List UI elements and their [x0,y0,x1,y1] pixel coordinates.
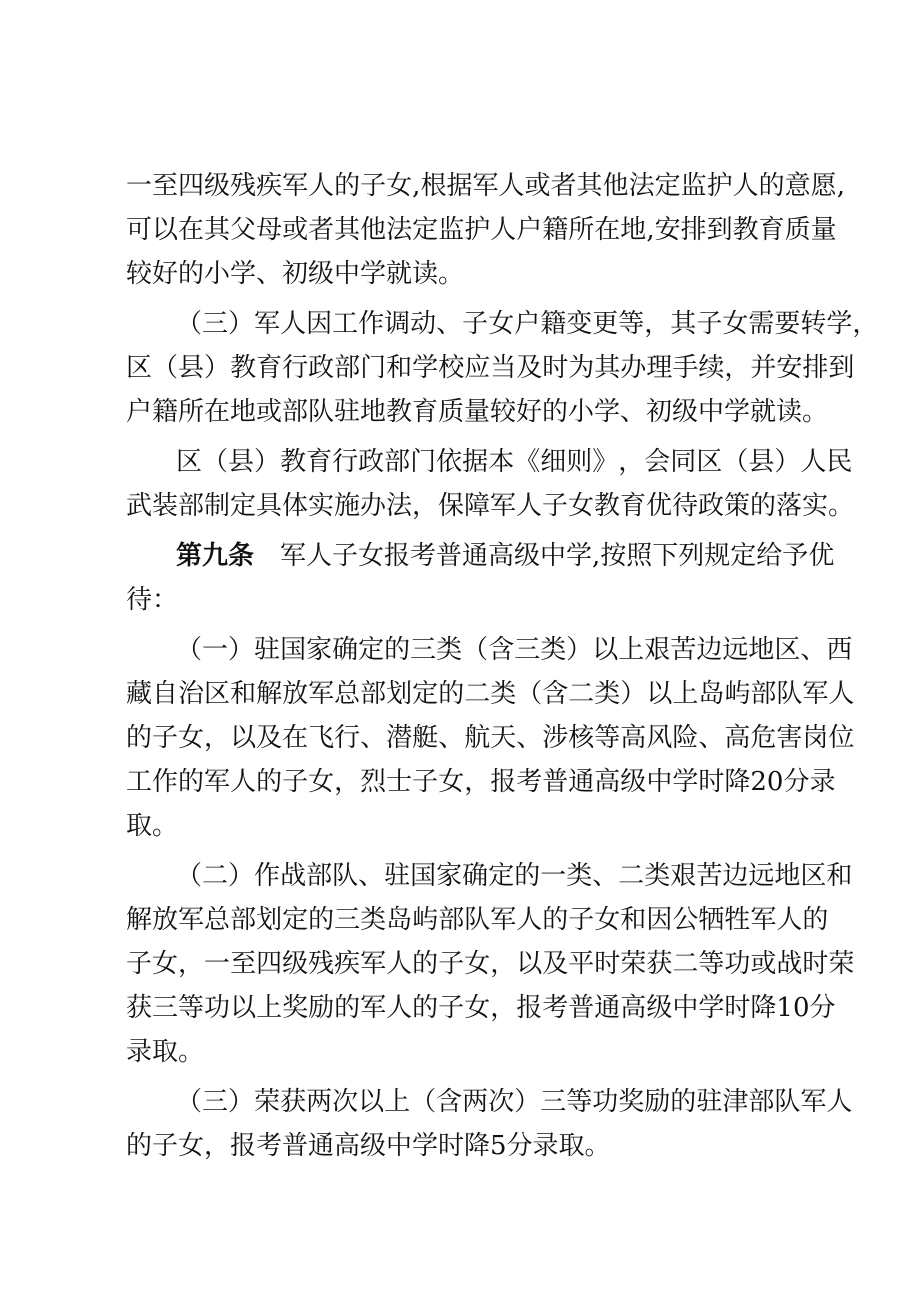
text-line: 录取。 [126,1037,205,1067]
text-line: 户籍所在地或部队驻地教育质量较好的小学、初级中学就读。 [126,397,829,427]
text-line: 的子女，报考普通高级中学时降5分录取。 [126,1131,611,1161]
text-line: 较好的小学、初级中学就读。 [126,259,465,289]
text-line: 区 （ 县 ） 教 育 行 政 部 门 依 据 本 《 细 则 》 ， 会 同 区 （ 县 ） 人 民 [176,447,853,477]
document-page [126,164,879,1168]
text-line: 子 女 ， 一 至 四 级 残 疾 军 人 的 子 女 ， 以 及 平 时 荣 获 二 等 功 或 战 时 荣 [126,949,855,979]
text-line: （ 二 ） 作 战 部 队 、 驻 国 家 确 定 的 一 类 、 二 类 艰 苦 边 远 地 区 和 [176,861,853,891]
text-line: 区 （ 县 ） 教 育 行 政 部 门 和 学 校 应 当 及 时 为 其 办 理 手 续 ， 并 安 排 到 [126,353,855,383]
paragraph [126,854,855,1074]
paragraph [126,302,879,434]
text-line: 一 至 四 级 残 疾 军 人 的 子 女 , 根 据 军 人 或 者 其 他 法 定 监 护 人 的 意 愿 , [126,171,845,201]
text-line: 待： [126,585,179,615]
text-line: 武装部制定具体实施办法，保障军人子女教育优待政策的落实。 [126,491,855,521]
text-line: 可 以 在 其 父 母 或 者 其 他 法 定 监 护 人 户 籍 所 在 地 , 安 排 到 教 育 质 量 [126,215,837,245]
text-line: 藏 自 治 区 和 解 放 军 总 部 划 定 的 二 类 （ 含 二 类 ） 以 上 岛 屿 部 队 军 人 [126,679,855,709]
text-line: 工 作 的 军 人 的 子 女 ， 烈 士 子 女 ， 报 考 普 通 高 级 中 学 时 降 2 0 分 录 [126,767,836,797]
article-paragraph [126,534,835,622]
text-line: 解 放 军 总 部 划 定 的 三 类 岛 屿 部 队 军 人 的 子 女 和 因 公 牺 牲 军 人 的 [126,905,829,935]
article-text: 军人子女报考普通高级中学,按照下列规定给予优 [280,541,835,571]
paragraph [126,1080,853,1168]
text-line: （ 一 ） 驻 国 家 确 定 的 三 类 （ 含 三 类 ） 以 上 艰 苦 边 远 地 区 、 西 [176,635,853,665]
article-heading: 第九条 [176,541,255,571]
paragraph [126,164,845,296]
text-line: （ 三 ） 军 人 因 工 作 调 动 、 子 女 户 籍 变 更 等 ， 其 子 女 需 要 转 学 ， [176,309,879,339]
text-line: 获 三 等 功 以 上 奖 励 的 军 人 的 子 女 ， 报 考 普 通 高 级 中 学 时 降 1 0 分 [126,993,836,1023]
text-line: 取。 [126,811,179,841]
text-line [126,534,835,578]
text-line: （ 三 ） 荣 获 两 次 以 上 （ 含 两 次 ） 三 等 功 奖 励 的 驻 津 部 队 军 人 [176,1087,853,1117]
paragraph [126,628,855,848]
paragraph [126,440,855,528]
text-line: 的 子 女 ， 以 及 在 飞 行 、 潜 艇 、 航 天 、 涉 核 等 高 风 险 、 高 危 害 岗 位 [126,723,855,753]
